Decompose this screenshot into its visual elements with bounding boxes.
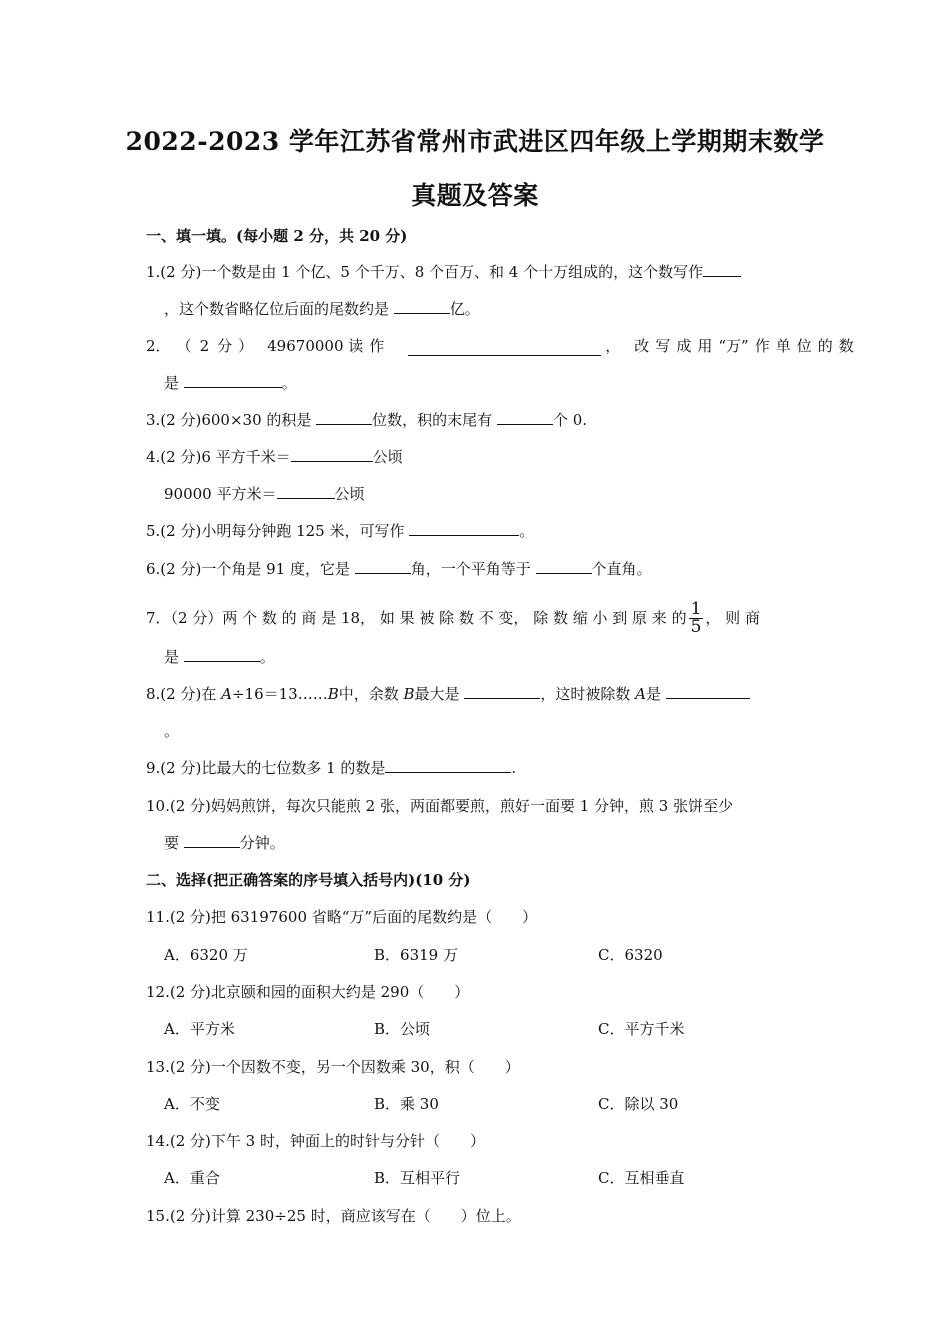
question-7-text-3: 是 — [164, 648, 184, 666]
question-10-text: 要 — [164, 834, 184, 852]
variable-a: A — [221, 685, 232, 703]
fraction-one-fifth — [689, 598, 704, 637]
question-9-text-2: . — [511, 759, 517, 777]
section-2-heading: 二、选择(把正确答案的序号填入括号内)(10 分) — [146, 871, 471, 889]
question-10-line1: 10.(2 分)妈妈煎饼，每次只能煎 2 张，两面都要煎，煎好一面要 1 分钟，煎 3 张饼至少 — [146, 797, 734, 815]
q11-option-c[interactable]: C．6320 — [598, 946, 663, 964]
q2-tail-9: 的 — [817, 337, 833, 355]
q2-tail-0: ， — [605, 337, 621, 355]
q14-option-b[interactable]: B．互相平行 — [374, 1169, 461, 1187]
question-8-line2: 。 — [164, 722, 180, 740]
question-5 — [146, 521, 534, 541]
question-4-line1 — [146, 447, 403, 467]
question-4-text: 4.(2 分)6 平方千米＝ — [146, 448, 291, 466]
question-6 — [146, 559, 652, 579]
question-2-text-4: 。 — [281, 374, 297, 392]
question-9-text: 9.(2 分)比最大的七位数多 1 的数是 — [146, 759, 386, 777]
question-7-line1 — [146, 598, 760, 637]
question-4-text-3: 90000 平方米＝ — [164, 485, 277, 503]
answer-blank[interactable] — [184, 833, 240, 848]
section-1-heading: 一、填一填。(每小题 2 分，共 20 分) — [146, 227, 408, 245]
question-4-line2 — [164, 484, 365, 504]
question-6-text-3: 个直角。 — [591, 560, 652, 578]
answer-blank[interactable] — [666, 684, 750, 699]
q2-tail-3: 成 — [676, 337, 692, 355]
question-8-text-3: 中，余数 — [338, 685, 404, 703]
answer-blank[interactable] — [277, 484, 335, 499]
question-10-text-2: 分钟。 — [239, 834, 285, 852]
question-7-line2 — [164, 647, 275, 667]
answer-blank[interactable] — [464, 684, 540, 699]
question-8-text-6: 是 — [645, 685, 666, 703]
q14-option-a[interactable]: A．重合 — [164, 1169, 220, 1187]
question-14: 14.(2 分)下午 3 时，钟面上的时针与分针（ ） — [146, 1132, 485, 1150]
answer-blank[interactable] — [291, 447, 373, 462]
question-2-number: 2． — [146, 337, 171, 355]
q2-tail-8: 位 — [796, 337, 812, 355]
question-4-text-4: 公顷 — [334, 485, 365, 503]
q14-option-c[interactable]: C．互相垂直 — [598, 1169, 685, 1187]
question-8-line1 — [146, 684, 750, 704]
answer-blank[interactable] — [184, 373, 282, 388]
q2-tail-10: 数 — [838, 337, 854, 355]
answer-blank[interactable] — [316, 410, 372, 425]
fraction-numerator: 1 — [690, 598, 702, 619]
question-7-text-2: ， 则 商 — [705, 609, 760, 627]
question-1-text-2: ，这个数省略亿位后面的尾数约是 — [164, 300, 394, 318]
question-2-score-unit: 分 — [217, 337, 233, 355]
question-2-paren-close: ） — [238, 337, 254, 355]
question-3-text-3: 个 0. — [552, 411, 588, 429]
question-1-line1 — [146, 262, 741, 282]
variable-b: B — [327, 685, 339, 703]
question-2-score: 2 — [199, 337, 210, 355]
question-8-text-5: ，这时被除数 — [540, 685, 636, 703]
question-1-line2 — [164, 299, 480, 319]
question-7-text-4: 。 — [259, 648, 275, 666]
question-15: 15.(2 分)计算 230÷25 时，商应该写在（ ）位上。 — [146, 1207, 521, 1225]
q12-option-a[interactable]: A．平方米 — [164, 1020, 235, 1038]
question-10-line2 — [164, 833, 285, 853]
q11-option-a[interactable]: A．6320 万 — [164, 946, 248, 964]
question-7-text: 7．（2 分）两 个 数 的 商 是 18， 如 果 被 除 数 不 变， 除 数 缩 小 到 原 来 的 — [146, 609, 687, 627]
question-2-text: 49670000 读 — [267, 337, 364, 355]
q2-tail-2: 写 — [655, 337, 671, 355]
question-3 — [146, 410, 587, 430]
q12-option-b[interactable]: B．公顷 — [374, 1020, 431, 1038]
question-2-line1 — [146, 336, 858, 356]
page-title-line2: 真题及答案 — [411, 181, 539, 210]
page-title-line1: 2022-2023 学年江苏省常州市武进区四年级上学期期末数学 — [125, 127, 825, 156]
question-12: 12.(2 分)北京颐和园的面积大约是 290（ ） — [146, 983, 470, 1001]
q12-option-c[interactable]: C．平方千米 — [598, 1020, 685, 1038]
answer-blank[interactable] — [408, 341, 601, 356]
question-8-text: 8.(2 分)在 — [146, 685, 222, 703]
question-8-text-2: ÷16＝13…… — [231, 685, 328, 703]
q13-option-c[interactable]: C．除以 30 — [598, 1095, 679, 1113]
question-3-text: 3.(2 分)600×30 的积是 — [146, 411, 317, 429]
question-2-paren: （ — [176, 337, 192, 355]
q2-tail-5: “万” — [718, 337, 749, 355]
question-5-text: 5.(2 分)小明每分钟跑 125 米，可写作 — [146, 522, 410, 540]
answer-blank[interactable] — [703, 262, 741, 277]
answer-blank[interactable] — [394, 299, 450, 314]
answer-blank[interactable] — [385, 758, 511, 773]
answer-blank[interactable] — [184, 647, 260, 662]
question-1-text-3: 亿。 — [449, 300, 480, 318]
answer-blank[interactable] — [497, 410, 553, 425]
question-5-text-2: 。 — [519, 522, 535, 540]
variable-a-2: A — [635, 685, 646, 703]
question-8-text-4: 最大是 — [414, 685, 465, 703]
question-9 — [146, 758, 516, 778]
question-13: 13.(2 分)一个因数不变，另一个因数乘 30，积（ ） — [146, 1058, 520, 1076]
question-2-text-2: 作 — [369, 337, 385, 355]
answer-blank[interactable] — [536, 559, 592, 574]
q2-tail-7: 单 — [775, 337, 791, 355]
fraction-denominator: 5 — [690, 616, 702, 637]
question-1-text: 1.(2 分)一个数是由 1 个亿、5 个千万、8 个百万、和 4 个十万组成的，这个数写作 — [146, 263, 704, 281]
q2-tail-6: 作 — [754, 337, 770, 355]
question-6-text-2: 角，一个平角等于 — [410, 560, 536, 578]
question-3-text-2: 位数，积的末尾有 — [372, 411, 497, 429]
question-2-text-3: 是 — [164, 374, 184, 392]
question-6-text: 6.(2 分)一个角是 91 度，它是 — [146, 560, 355, 578]
question-11: 11.(2 分)把 63197600 省略“万”后面的尾数约是（ ） — [146, 908, 538, 926]
q2-tail-1: 改 — [634, 337, 650, 355]
answer-blank[interactable] — [409, 521, 519, 536]
q2-tail-4: 用 — [697, 337, 713, 355]
q11-option-b[interactable]: B．6319 万 — [374, 946, 458, 964]
question-2-line2 — [164, 373, 297, 393]
variable-b-2: B — [403, 685, 415, 703]
question-4-text-2: 公顷 — [372, 448, 403, 466]
q13-option-b[interactable]: B．乘 30 — [374, 1095, 439, 1113]
q13-option-a[interactable]: A．不变 — [164, 1095, 220, 1113]
answer-blank[interactable] — [355, 559, 411, 574]
